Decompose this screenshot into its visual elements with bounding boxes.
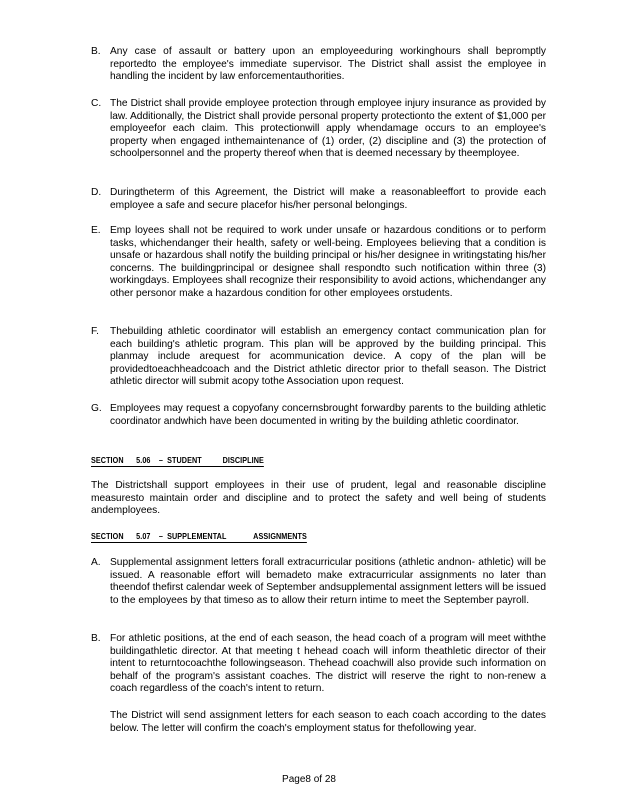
assignment-letters-paragraph: The District will send assignment letters for each season to each coach according to the dates below. The letter will confirm the coach's employment status for thefollowing year. — [110, 710, 546, 734]
item-label: G. — [91, 403, 102, 414]
item-label: B. — [91, 633, 101, 644]
item-label: E. — [91, 225, 101, 236]
list-item-a — [91, 557, 546, 607]
item-label: D. — [91, 187, 102, 198]
item-text: Thebuilding athletic coordinator will establish an emergency contact communication plan for each building's athletic program. This plan will be approved by the building principal. This planmay include arequest for acommunication device. A copy of the plan will be providedtoeachheadcoach and the District athletic director prior to thefall season. The District athletic director will submit acopy tothe Association upon request. — [110, 326, 546, 388]
item-label: A. — [91, 557, 101, 568]
item-text: Duringtheterm of this Agreement, the District will make a reasonableeffort to provide each employee a safe and secure placefor his/her personal belongings. — [110, 187, 546, 211]
list-item-e — [91, 225, 546, 301]
list-item-b — [91, 46, 546, 84]
page-number: Page8 of 28 — [282, 774, 336, 785]
item-text: Any case of assault or battery upon an employeeduring workinghours shall bepromptly reportedto the employee's immediate supervisor. The District shall assist the employee in handling the incident by law enforcementauthorities. — [110, 46, 546, 83]
item-label: C. — [91, 98, 102, 109]
list-item-d — [91, 187, 546, 212]
item-label: B. — [91, 46, 101, 57]
list-item-g — [91, 403, 546, 428]
item-text: Employees may request a copyofany concernsbrought forwardby parents to the building athletic coordinator andwhich have been documented in writing by the building athletic coordinator. — [110, 403, 546, 427]
item-label: F. — [91, 326, 99, 337]
item-text: Emp loyees shall not be required to work under unsafe or hazardous conditions or to perform tasks, whichendanger their health, safety or well-being. Employees believing that a condition is unsafe or hazardous shall notify the building principal or his/her designee in writingstating his/her concerns. The buildingprincipal or designee shall respondto such notification within three (3) workingdays. Employees shall recognize their responsibility to avoid actions, whichendanger any other personor make a hazardous condition for other employees orstudents. — [110, 225, 546, 299]
item-text: For athletic positions, at the end of each season, the head coach of a program will meet withthe buildingathletic director. At that meeting t hehead coach will inform theathletic director of their intent to returntocoachthe followingseason. Thehead coachwill also provide such information on behalf of the program's assistant coaches. The district will reserve the right to non-renew a coach regardless of the coach's intent to return. — [110, 633, 546, 695]
item-text: The District shall provide employee protection through employee injury insurance as provided by law. Additionally, the District shall provide personal property protectionto the extent of $1,000 per employeefor each claim. This protectionwill apply whendamage occurs to an employee's property when engaged inthemaintenance of (1) order, (2) discipline and (3) the protection of schoolpersonnel and the property thereof when that is deemed necessary by theemployee. — [110, 98, 546, 160]
section-heading-5-07: SECTION 5.07 – SUPPLEMENTAL ASSIGNMENTS — [91, 531, 307, 541]
list-item-f — [91, 326, 546, 389]
list-item-c — [91, 98, 546, 161]
item-text: Supplemental assignment letters forall extracurricular positions (athletic andnon- athletic) will be issued. A reasonable effort will bemadeto make extracurricular assignments no later than theendof thefirst calendar week of September andsupplemental assignment letters will be issued to the employees by that timeso as to allow their return intime to meet the September payroll. — [110, 557, 546, 606]
discipline-paragraph: The Districtshall support employees in their use of prudent, legal and reasonable discipline measuresto maintain order and discipline and to protect the safety and well being of students andemployees. — [91, 480, 546, 517]
section-heading-5-06: SECTION 5.06 – STUDENT DISCIPLINE — [91, 455, 264, 465]
list-item-b-athletic — [91, 633, 546, 696]
